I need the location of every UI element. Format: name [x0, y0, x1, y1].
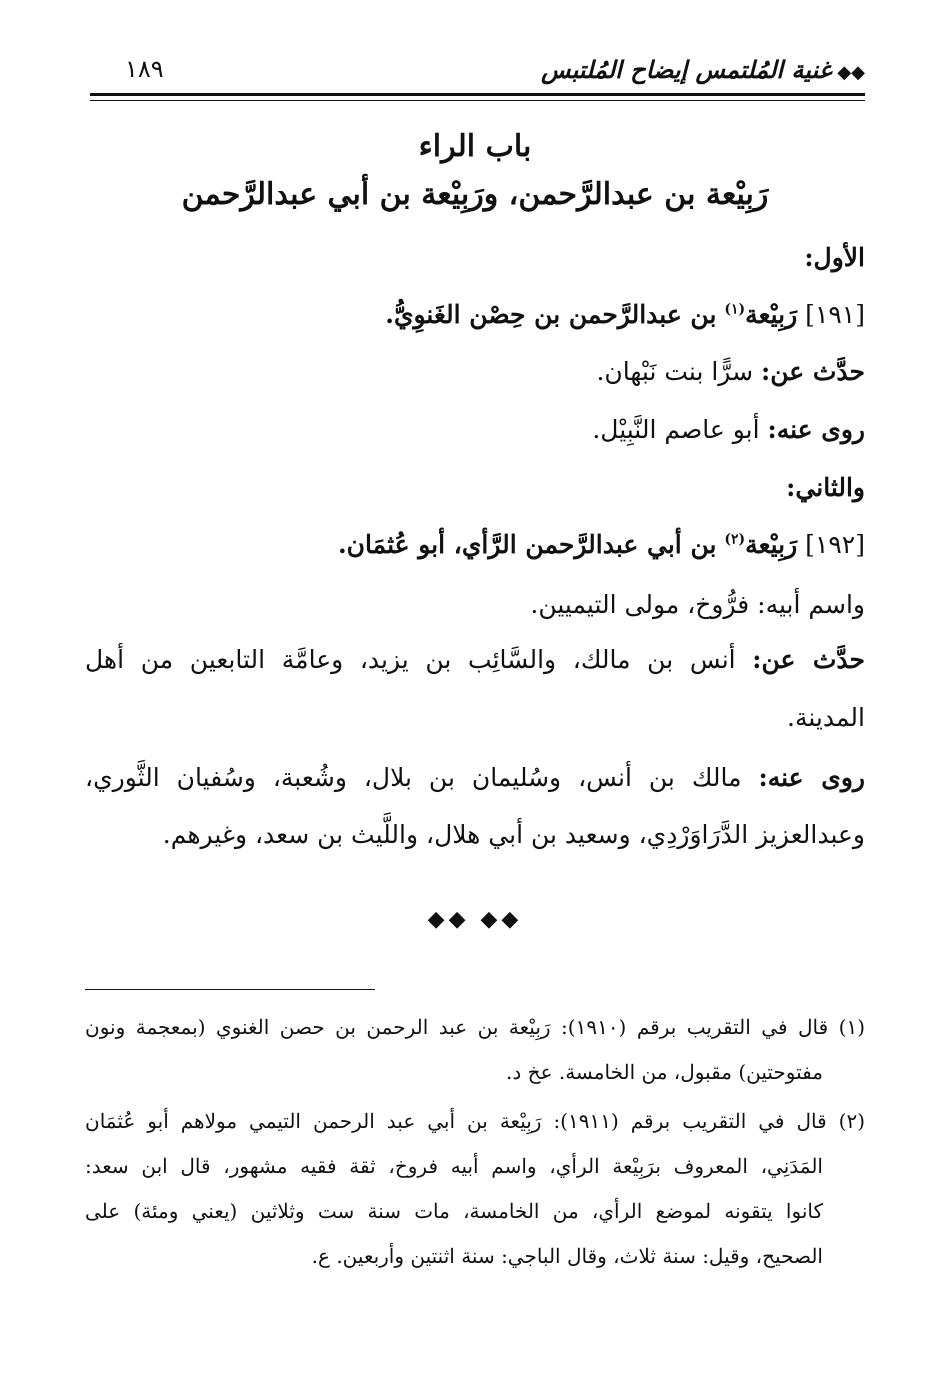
footnote-2-line-1: (٢) قال في التقريب برقم (١٩١١): رَبِيْعة بن أبي عبد الرحمن التيمي مولاهم أبو عُثمَان	[85, 1109, 865, 1133]
entry-191-narrated-by	[592, 415, 865, 444]
running-title	[541, 55, 865, 84]
chapter-subtitle: رَبِيْعة بن عبدالرَّحمن، ورَبِيْعة بن أبي عبدالرَّحمن	[181, 177, 769, 212]
narrated-by-text: مالك بن أنس، وسُليمان بن بلال، وشُعبة، وسُفيان الثَّوري،	[85, 763, 742, 792]
footnote-rule	[85, 989, 375, 990]
book-page	[85, 45, 865, 1345]
second-label: والثاني:	[786, 473, 865, 502]
footnote-1-line-2: مفتوحتين) مقبول، من الخامسة. عخ د.	[506, 1060, 823, 1084]
footnote-2-line-4: الصحيح، وقيل: سنة ثلاث، وقال الباجي: سنة اثنتين وأربعين. ع.	[311, 1244, 823, 1268]
header-rule-thick	[90, 93, 865, 96]
entry-192-narrated-from-cont: المدينة.	[787, 703, 865, 732]
narrated-from-label: حدَّث عن:	[752, 645, 866, 674]
narrated-from-text: أنس بن مالك، والسَّائِب بن يزيد، وعامَّة التابعين من أهل	[85, 645, 736, 674]
running-header	[85, 55, 865, 95]
narrated-by-text: أبو عاصم النَّبِيْل.	[592, 415, 760, 444]
narrated-from-label: حدَّث عن:	[761, 357, 865, 386]
entry-192-heading	[338, 530, 865, 559]
entry-name: رَبِيْعة	[745, 530, 798, 559]
footnote-ref: (٢)	[724, 531, 746, 548]
header-rule-thin	[90, 100, 865, 101]
entry-192-father: واسم أبيه: فرُّوخ، مولى التيميين.	[530, 590, 865, 619]
entry-name: رَبِيْعة	[745, 300, 798, 329]
entry-192-narrated-by	[85, 763, 865, 792]
footnote-2-line-3: كانوا يتقونه لموضع الرأي، من الخامسة، مات سنة ست وثلاثين (يعني ومئة) على	[85, 1199, 823, 1223]
chapter-title: باب الراء	[418, 129, 532, 164]
footnote-2-line-2: المَدَنِي، المعروف برَبِيْعة الرأي، واسم أبيه فروخ، ثقة فقيه مشهور، قال ابن سعد:	[85, 1154, 823, 1178]
entry-192-narrated-from	[85, 645, 865, 674]
entry-lineage: بن أبي عبدالرَّحمن الرَّأي، أبو عُثمَان.	[337, 530, 717, 559]
section-separator-icon: ◆◆ ◆◆	[427, 907, 523, 932]
page-number: ١٨٩	[125, 55, 164, 83]
entry-lineage: بن عبدالرَّحمن بن حِصْن الغَنوِيُّ.	[385, 300, 717, 329]
entry-number: [١٩٢]	[805, 530, 865, 559]
entry-191-narrated-from	[596, 357, 865, 386]
footnote-1-line-1: (١) قال في التقريب برقم (١٩١٠): رَبِيْعة بن عبد الرحمن بن حصن الغنوي (بمعجمة ونون	[85, 1015, 866, 1039]
narrated-from-text: سرًّا بنت نَبْهان.	[596, 357, 754, 386]
entry-191-heading	[385, 300, 865, 329]
entry-number: [١٩١]	[805, 300, 865, 329]
running-title-text: غنية المُلتمس إيضاح المُلتبس	[540, 55, 832, 84]
entry-192-narrated-by-cont: وعبدالعزيز الدَّرَاوَرْدِي، وسعيد بن أبي هلال، واللَّيث بن سعد، وغيرهم.	[162, 820, 865, 849]
diamond-ornament-icon: ◆◆	[837, 62, 865, 83]
narrated-by-label: روى عنه:	[767, 415, 865, 444]
footnote-ref: (١)	[724, 301, 746, 318]
first-label: الأول:	[804, 243, 865, 272]
narrated-by-label: روى عنه:	[758, 763, 865, 792]
